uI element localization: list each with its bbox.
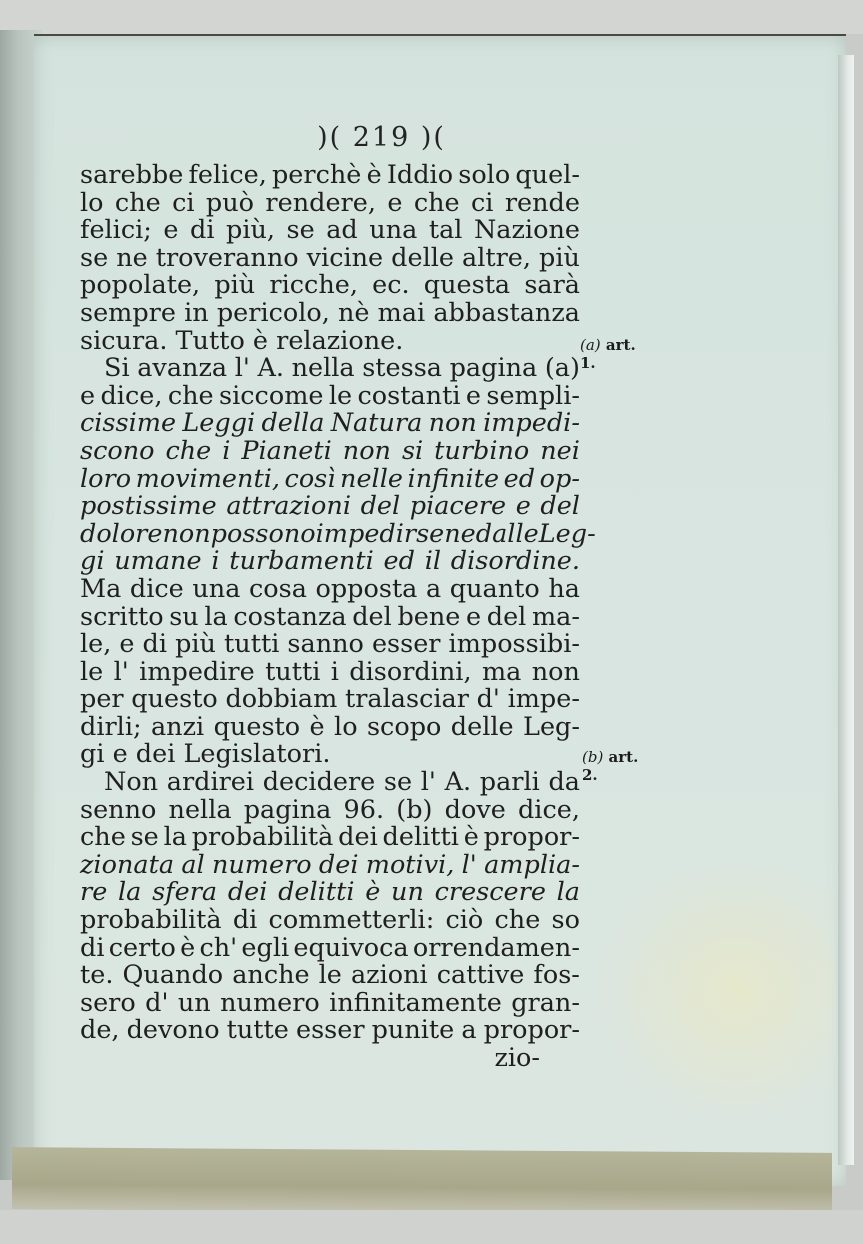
word: delitti xyxy=(382,822,459,853)
word: op- xyxy=(539,463,580,494)
word: impe- xyxy=(507,684,580,715)
word: gi xyxy=(80,546,105,577)
word: ciò xyxy=(445,905,484,936)
word: azioni xyxy=(350,960,428,991)
word: anche xyxy=(232,960,310,991)
word: troveranno xyxy=(155,242,299,273)
word: i xyxy=(222,435,231,466)
text-line xyxy=(80,822,580,853)
word: la xyxy=(163,822,187,853)
word: dalle xyxy=(475,518,539,549)
word: lo xyxy=(334,711,358,742)
word: infinite xyxy=(407,463,500,494)
word: tutti xyxy=(265,656,321,687)
text-line xyxy=(80,684,580,715)
word: ed xyxy=(503,463,536,494)
word: disordini, xyxy=(349,656,472,687)
word: certo xyxy=(108,932,176,963)
page-number: )( 219 )( xyxy=(317,122,446,153)
word: esser xyxy=(371,629,441,660)
word: è xyxy=(365,877,381,908)
word: Quando xyxy=(122,960,224,991)
word: equivoca xyxy=(293,932,409,963)
word: devono xyxy=(126,1015,220,1046)
text-line xyxy=(80,546,580,577)
word: e xyxy=(466,601,482,632)
word: nella xyxy=(291,353,355,384)
text-line xyxy=(80,905,580,936)
word: tal xyxy=(428,215,463,246)
word: vicine xyxy=(306,242,384,273)
word: nè xyxy=(338,297,370,328)
word: che xyxy=(494,905,541,936)
word: de, xyxy=(80,1015,120,1046)
word: popolate, xyxy=(80,270,201,301)
word: dove xyxy=(444,794,506,825)
word: è xyxy=(366,160,382,190)
word: sarebbe xyxy=(80,160,184,190)
page-edge xyxy=(838,55,854,1165)
margin-note-b xyxy=(582,748,638,784)
word: quel- xyxy=(515,160,580,190)
word: gran- xyxy=(511,987,580,1018)
word: una xyxy=(192,573,241,604)
word: ardirei xyxy=(166,767,255,798)
word: l' xyxy=(113,656,129,687)
word: parli xyxy=(479,767,540,798)
text-line xyxy=(80,739,580,770)
word: di xyxy=(190,215,215,246)
word: Leggi xyxy=(182,408,256,439)
word: ch' xyxy=(199,932,238,963)
word: impedi- xyxy=(483,408,580,439)
word: non xyxy=(428,408,477,439)
word: quanto xyxy=(449,573,540,604)
word: dobbiam xyxy=(225,684,338,715)
word: solo xyxy=(458,160,511,190)
word: disordine. xyxy=(450,546,580,577)
word: cissime xyxy=(80,408,177,439)
word: del xyxy=(360,491,401,522)
word: a xyxy=(425,573,442,604)
word: questa xyxy=(423,270,511,301)
word: pericolo, xyxy=(216,297,330,328)
text-line-content: gi e dei Legislatori. xyxy=(80,739,331,770)
word: la xyxy=(556,877,580,908)
word: così xyxy=(284,463,336,494)
word: la xyxy=(204,601,228,632)
word: impedirsene xyxy=(315,518,476,549)
text-line xyxy=(80,712,580,740)
word: impedire xyxy=(139,656,255,687)
text-line xyxy=(80,270,580,301)
word: Ma xyxy=(80,573,122,604)
word: del xyxy=(486,601,527,632)
word: abbastanza xyxy=(433,297,580,328)
word: dei xyxy=(227,877,268,908)
text-line xyxy=(80,574,580,602)
word: possono xyxy=(210,518,316,549)
word: bene xyxy=(397,601,461,632)
word: Non xyxy=(104,767,159,798)
word: umane xyxy=(114,546,202,577)
text-line xyxy=(80,464,580,492)
word: e xyxy=(515,491,531,522)
word: le xyxy=(318,960,342,991)
word: dice, xyxy=(517,794,580,825)
word: impossibi- xyxy=(448,629,580,660)
word: sfera xyxy=(152,877,218,908)
text-line xyxy=(80,602,580,630)
word: Iddio xyxy=(386,160,454,190)
word: è xyxy=(309,711,325,742)
word: e xyxy=(465,380,481,411)
word: turbino xyxy=(434,435,530,466)
word: postissime xyxy=(80,491,217,522)
word: opposta xyxy=(315,573,418,604)
word: rende xyxy=(504,187,580,218)
margin-note-number: 2. xyxy=(582,766,598,784)
faded-stain xyxy=(590,850,835,1130)
word: siccome xyxy=(219,380,324,411)
word: stessa xyxy=(362,353,443,384)
word: l' xyxy=(420,767,436,798)
word: ma- xyxy=(531,601,580,632)
word: ricche, xyxy=(269,270,358,301)
word: attrazioni xyxy=(226,491,351,522)
word: senno xyxy=(80,794,157,825)
text-line xyxy=(80,657,580,685)
text-line-content: sicura. Tutto è relazione. xyxy=(80,325,404,356)
word: Natura xyxy=(330,408,423,439)
word: Nazione xyxy=(473,215,580,246)
text-line xyxy=(80,408,580,439)
word: piacere xyxy=(409,491,507,522)
word: tutte xyxy=(226,1015,289,1046)
word: tralasciar xyxy=(344,684,469,715)
word: ed xyxy=(383,546,415,577)
word: loro xyxy=(80,463,132,494)
word: un xyxy=(391,877,424,908)
word: propor- xyxy=(483,822,580,853)
word: che xyxy=(413,187,460,218)
text-line xyxy=(80,436,580,464)
word: cattive xyxy=(436,960,525,991)
word: e xyxy=(119,629,135,660)
word: che xyxy=(114,187,161,218)
word: un xyxy=(177,987,211,1018)
word: ne xyxy=(116,242,148,273)
page-bottom-edge xyxy=(12,1147,832,1215)
word: mai xyxy=(377,297,426,328)
word: di xyxy=(80,932,105,963)
word: delle xyxy=(450,711,514,742)
word: perchè xyxy=(271,160,362,190)
text-line xyxy=(80,353,580,384)
word: costanza xyxy=(233,601,347,632)
word: non xyxy=(342,435,391,466)
text-line xyxy=(80,767,580,798)
word: dei xyxy=(318,849,359,880)
word: più xyxy=(175,629,216,660)
word: non xyxy=(531,656,580,687)
word: se xyxy=(383,767,413,798)
word: i xyxy=(211,546,220,577)
word: propor- xyxy=(483,1015,580,1046)
word: della xyxy=(261,408,325,439)
word: te. xyxy=(80,960,114,991)
word: delle xyxy=(391,242,454,273)
scan-bottom-strip xyxy=(0,1210,863,1244)
word: scono xyxy=(80,435,155,466)
margin-note-number: 1. xyxy=(580,354,596,372)
text-line xyxy=(80,326,580,354)
word: le xyxy=(328,380,353,411)
word: rendere, xyxy=(265,187,376,218)
word: altre, xyxy=(462,242,532,273)
word: Leg- xyxy=(523,711,580,742)
word: al xyxy=(181,849,205,880)
word: commetterli: xyxy=(268,905,435,936)
margin-note-ref: (b) xyxy=(582,748,604,766)
word: movimenti, xyxy=(135,463,280,494)
word: felice, xyxy=(188,160,267,190)
text-line xyxy=(80,933,580,961)
word: decidere xyxy=(262,767,376,798)
word: ha xyxy=(548,573,580,604)
word: costanti xyxy=(357,380,461,411)
margin-note-ref: (a) xyxy=(580,336,601,354)
word: che xyxy=(80,822,126,853)
word: dei xyxy=(338,822,378,853)
word: avanza xyxy=(137,353,228,384)
word: scopo xyxy=(366,711,442,742)
word: su xyxy=(169,601,199,632)
word: dolore xyxy=(80,518,163,549)
text-line xyxy=(80,188,580,216)
text-line xyxy=(80,629,580,660)
word: egli xyxy=(241,932,290,963)
word: probabilità xyxy=(191,822,334,853)
word: cosa xyxy=(248,573,307,604)
word: per xyxy=(80,684,124,715)
word: l' xyxy=(461,849,477,880)
word: la xyxy=(118,877,142,908)
word: nei xyxy=(540,435,580,466)
word: il xyxy=(424,546,442,577)
word: sempre xyxy=(80,297,176,328)
word: lo xyxy=(80,187,104,218)
word: esser xyxy=(295,1015,365,1046)
word: amplia- xyxy=(484,849,580,880)
word: più, xyxy=(226,215,276,246)
text-line xyxy=(80,298,580,326)
word: le xyxy=(80,656,104,687)
word: non xyxy=(162,518,211,549)
text-line xyxy=(80,215,580,246)
word: numero xyxy=(211,849,312,880)
word: ad xyxy=(326,215,358,246)
page-header xyxy=(0,122,863,153)
word: orrendamen- xyxy=(412,932,580,963)
word: turbamenti xyxy=(229,546,374,577)
text-line xyxy=(80,381,580,409)
word: se xyxy=(80,242,109,273)
word: dice, xyxy=(100,380,163,411)
word: motivi, xyxy=(365,849,455,880)
word: in xyxy=(184,297,209,328)
text-line-content: zio- xyxy=(494,1043,540,1073)
word: è xyxy=(463,822,479,853)
word: ci xyxy=(471,187,494,218)
word: zionata xyxy=(80,849,175,880)
word: è xyxy=(180,932,196,963)
word: pagina xyxy=(243,794,332,825)
word: se xyxy=(286,215,315,246)
word: che xyxy=(165,435,212,466)
word: Si xyxy=(104,353,130,384)
word: sarà xyxy=(524,270,580,301)
word: ci xyxy=(172,187,195,218)
text-line xyxy=(80,960,580,991)
word: felici; xyxy=(80,215,152,246)
text-line xyxy=(80,850,580,878)
word: d' xyxy=(145,987,169,1018)
word: e xyxy=(387,187,403,218)
word: d' xyxy=(476,684,500,715)
margin-note-label: art. xyxy=(605,336,636,354)
word: si xyxy=(401,435,424,466)
word: probabilità xyxy=(80,905,222,936)
word: di xyxy=(142,629,168,660)
word: sero xyxy=(80,987,136,1018)
word: A. xyxy=(444,767,472,798)
word: può xyxy=(205,187,255,218)
word: una xyxy=(369,215,418,246)
text-line xyxy=(80,243,580,271)
body-text xyxy=(80,160,596,1073)
text-line xyxy=(80,491,580,522)
word: delitti xyxy=(278,877,355,908)
word: del xyxy=(352,601,392,632)
word: più xyxy=(539,242,580,273)
word: tutti xyxy=(224,629,280,660)
word: so xyxy=(551,905,580,936)
text-line xyxy=(80,1043,580,1071)
text-line xyxy=(80,877,580,908)
word: ma xyxy=(481,656,522,687)
word: fos- xyxy=(533,960,580,991)
word: dice xyxy=(129,573,184,604)
word: punite xyxy=(371,1015,455,1046)
margin-note-label: art. xyxy=(608,748,639,766)
word: nelle xyxy=(340,463,403,494)
word: questo xyxy=(213,711,301,742)
margin-note-a xyxy=(580,336,636,372)
word: se xyxy=(130,822,159,853)
word: 96. xyxy=(343,794,385,825)
text-line xyxy=(80,988,580,1016)
word: i xyxy=(330,656,339,687)
word: sanno xyxy=(287,629,364,660)
word: l' xyxy=(234,353,250,384)
word: da xyxy=(548,767,580,798)
word: anzi xyxy=(150,711,205,742)
word: nella xyxy=(168,794,232,825)
word: A. xyxy=(257,353,284,384)
word: a xyxy=(461,1015,477,1046)
word: (b) xyxy=(396,794,433,825)
text-line xyxy=(80,795,580,823)
word: re xyxy=(80,877,108,908)
word: le, xyxy=(80,629,112,660)
word: dirli; xyxy=(80,711,142,742)
word: che xyxy=(167,380,214,411)
word: più xyxy=(214,270,256,301)
scan-top-strip xyxy=(0,0,863,34)
word: sempli- xyxy=(486,380,580,411)
word: pagina xyxy=(449,353,538,384)
word: crescere xyxy=(434,877,546,908)
word: e xyxy=(80,380,96,411)
word: infinitamente xyxy=(329,987,502,1018)
word: ec. xyxy=(372,270,410,301)
word: e xyxy=(163,215,179,246)
word: Pianeti xyxy=(241,435,332,466)
word: del xyxy=(540,491,580,522)
word: Leg- xyxy=(538,518,596,549)
word: (a) xyxy=(544,353,580,384)
word: scritto xyxy=(80,601,164,632)
text-line xyxy=(80,518,596,549)
word: questo xyxy=(131,684,218,715)
text-line xyxy=(80,160,580,188)
word: numero xyxy=(220,987,320,1018)
text-line xyxy=(80,1015,580,1046)
word: di xyxy=(232,905,258,936)
